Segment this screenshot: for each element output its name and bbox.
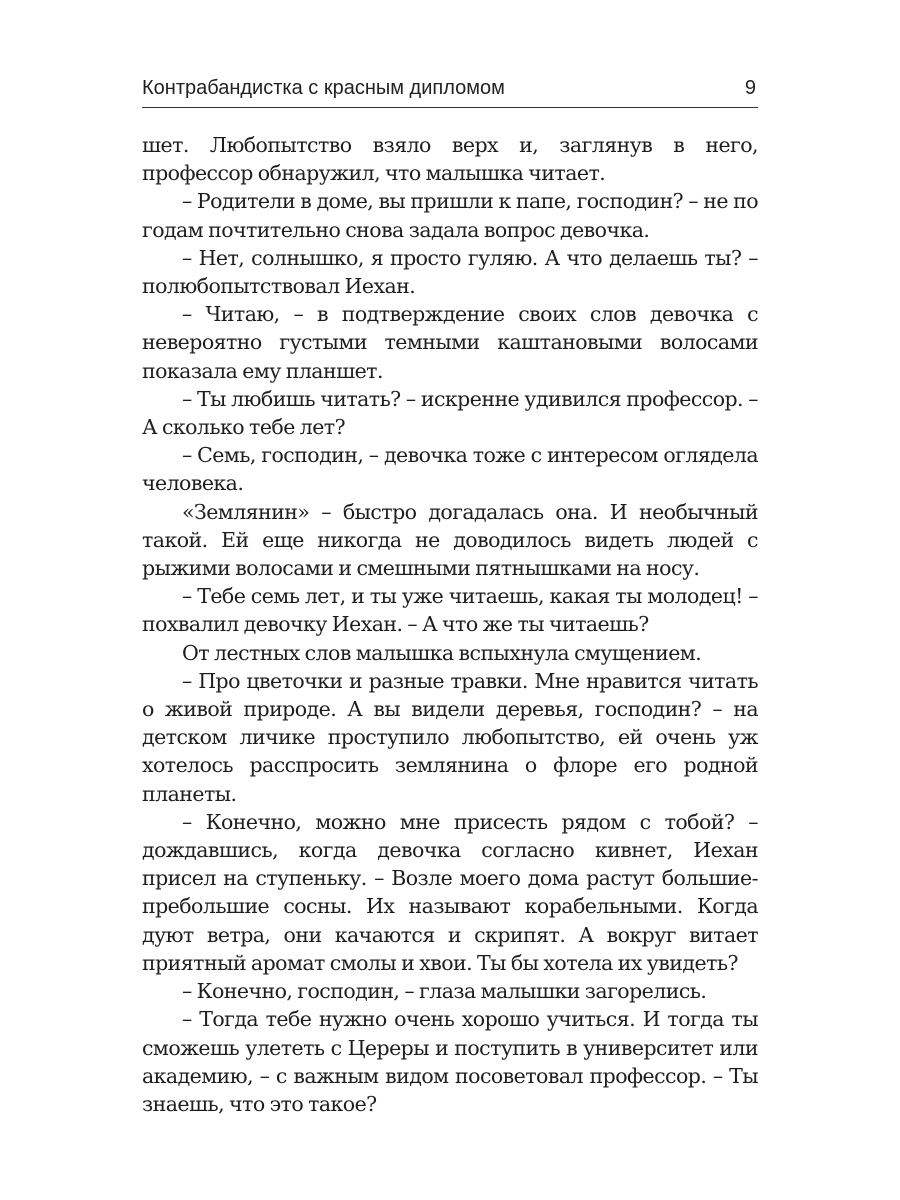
page-number: 9 [744,77,756,99]
running-title: Контрабандистка с красным дипломом [142,77,505,99]
paragraph: – Читаю, – в подтверждение своих слов девочка с невероятно густыми темными каштановыми волосами показала ему планшет. [142,302,758,383]
paragraph: – Тогда тебе нужно очень хорошо учиться. И тогда ты сможешь улететь с Цереры и поступить в университет или академию, – с важным видом посоветовал профессор. – Ты знаешь, что это такое? [142,1007,758,1116]
paragraph: – Тебе семь лет, и ты уже читаешь, какая ты молодец! – похвалил девочку Иехан. – А что же ты читаешь? [142,584,758,637]
paragraph: – Семь, господин, – девочка тоже с интересом оглядела человека. [142,443,758,496]
paragraph: – Родители в доме, вы пришли к папе, господин? – не по годам почтительно снова задала вопрос девочка. [142,189,758,242]
paragraph: «Землянин» – быстро догадалась она. И необычный такой. Ей еще никогда не доводилось видеть людей с рыжими волосами и смешными пятнышками на носу. [142,499,758,581]
body-text [142,131,758,1118]
paragraph: – Конечно, господин, – глаза малышки загорелись. [182,979,707,1004]
paragraph: – Про цветочки и разные травки. Мне нравится читать о живой природе. А вы видели деревья, господин? – на детском личике проступило любопытство, ей очень уж хотелось расспросить землянина о флоре его родной планеты. [142,668,758,806]
paragraph: – Нет, солнышко, я просто гуляю. А что делаешь ты? – полюбопытствовал Иехан. [142,245,758,299]
header-rule [142,107,758,108]
paragraph: – Конечно, можно мне присесть рядом с тобой? – дождавшись, когда девочка согласно кивнет, Иехан присел на ступеньку. – Возле моего дома растут большие-пребольшие сосны. Их называют корабельными. Когда дуют ветра, они качаются и скрипят. А вокруг витает приятный аромат смолы и хвои. Ты бы хотела их увидеть? [142,809,758,975]
paragraph: – Ты любишь читать? – искренне удивился профессор. – А сколько тебе лет? [142,386,758,440]
paragraph-continuation: шет. Любопытство взяло верх и, заглянув в него, профессор обнаружил, что малышка читает. [142,133,758,186]
paragraph: От лестных слов малышка вспыхнула смущением. [182,640,702,665]
